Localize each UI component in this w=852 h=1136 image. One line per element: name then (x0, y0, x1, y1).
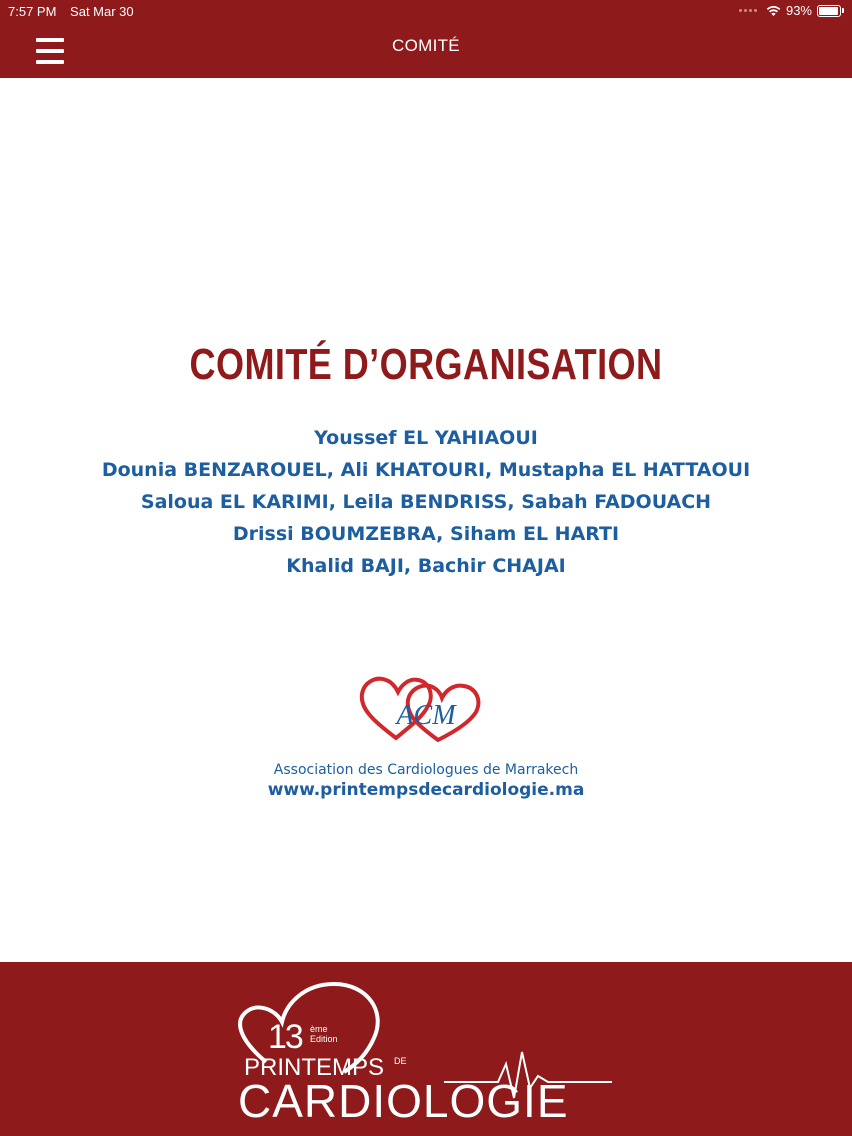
member-line: Drissi BOUMZEBRA, Siham EL HARTI (232, 523, 620, 545)
member-line: Dounia BENZAROUEL, Ali KHATOURI, Mustapha EL HATTAOUI (101, 459, 751, 481)
event-name-line-2: CARDIOLOGIE (238, 1075, 569, 1127)
status-time: 7:57 PM (8, 4, 57, 19)
edition-suffix-line: Edition (310, 1034, 338, 1044)
members-list (0, 422, 852, 582)
association-name: Association des Cardiologues de Marrakech (273, 762, 579, 778)
committee-content (0, 78, 852, 962)
hamburger-icon-bar (36, 60, 64, 64)
website-link[interactable]: www.printempsdecardiologie.ma (267, 780, 585, 800)
event-name-line-1: PRINTEMPS (244, 1054, 385, 1081)
battery-icon (817, 5, 844, 17)
app-footer (0, 962, 852, 1136)
page-title: COMITÉ (392, 36, 460, 55)
member-line: Khalid BAJI, Bachir CHAJAI (286, 555, 566, 577)
battery-percentage: 93% (785, 3, 812, 18)
acm-hearts-logo (356, 672, 496, 742)
edition-number: 13 (268, 1018, 302, 1056)
status-bar (0, 0, 852, 24)
section-title: COMITÉ D’ORGANISATION (189, 340, 663, 389)
battery-fill (819, 7, 838, 15)
edition-suffix-line: ème (310, 1024, 328, 1034)
status-right (739, 3, 844, 18)
member-line: Youssef EL YAHIAOUI (314, 427, 538, 449)
wifi-icon (766, 5, 781, 17)
acm-logo-text: ACM (396, 700, 456, 731)
edition-suffix (310, 1024, 338, 1044)
status-date: Sat Mar 30 (70, 4, 134, 19)
signal-icon (739, 9, 757, 12)
event-name-de: DE (394, 1056, 407, 1066)
member-line: Saloua EL KARIMI, Leila BENDRISS, Sabah FADOUACH (140, 491, 712, 513)
status-left (8, 4, 134, 19)
app-header (0, 0, 852, 78)
